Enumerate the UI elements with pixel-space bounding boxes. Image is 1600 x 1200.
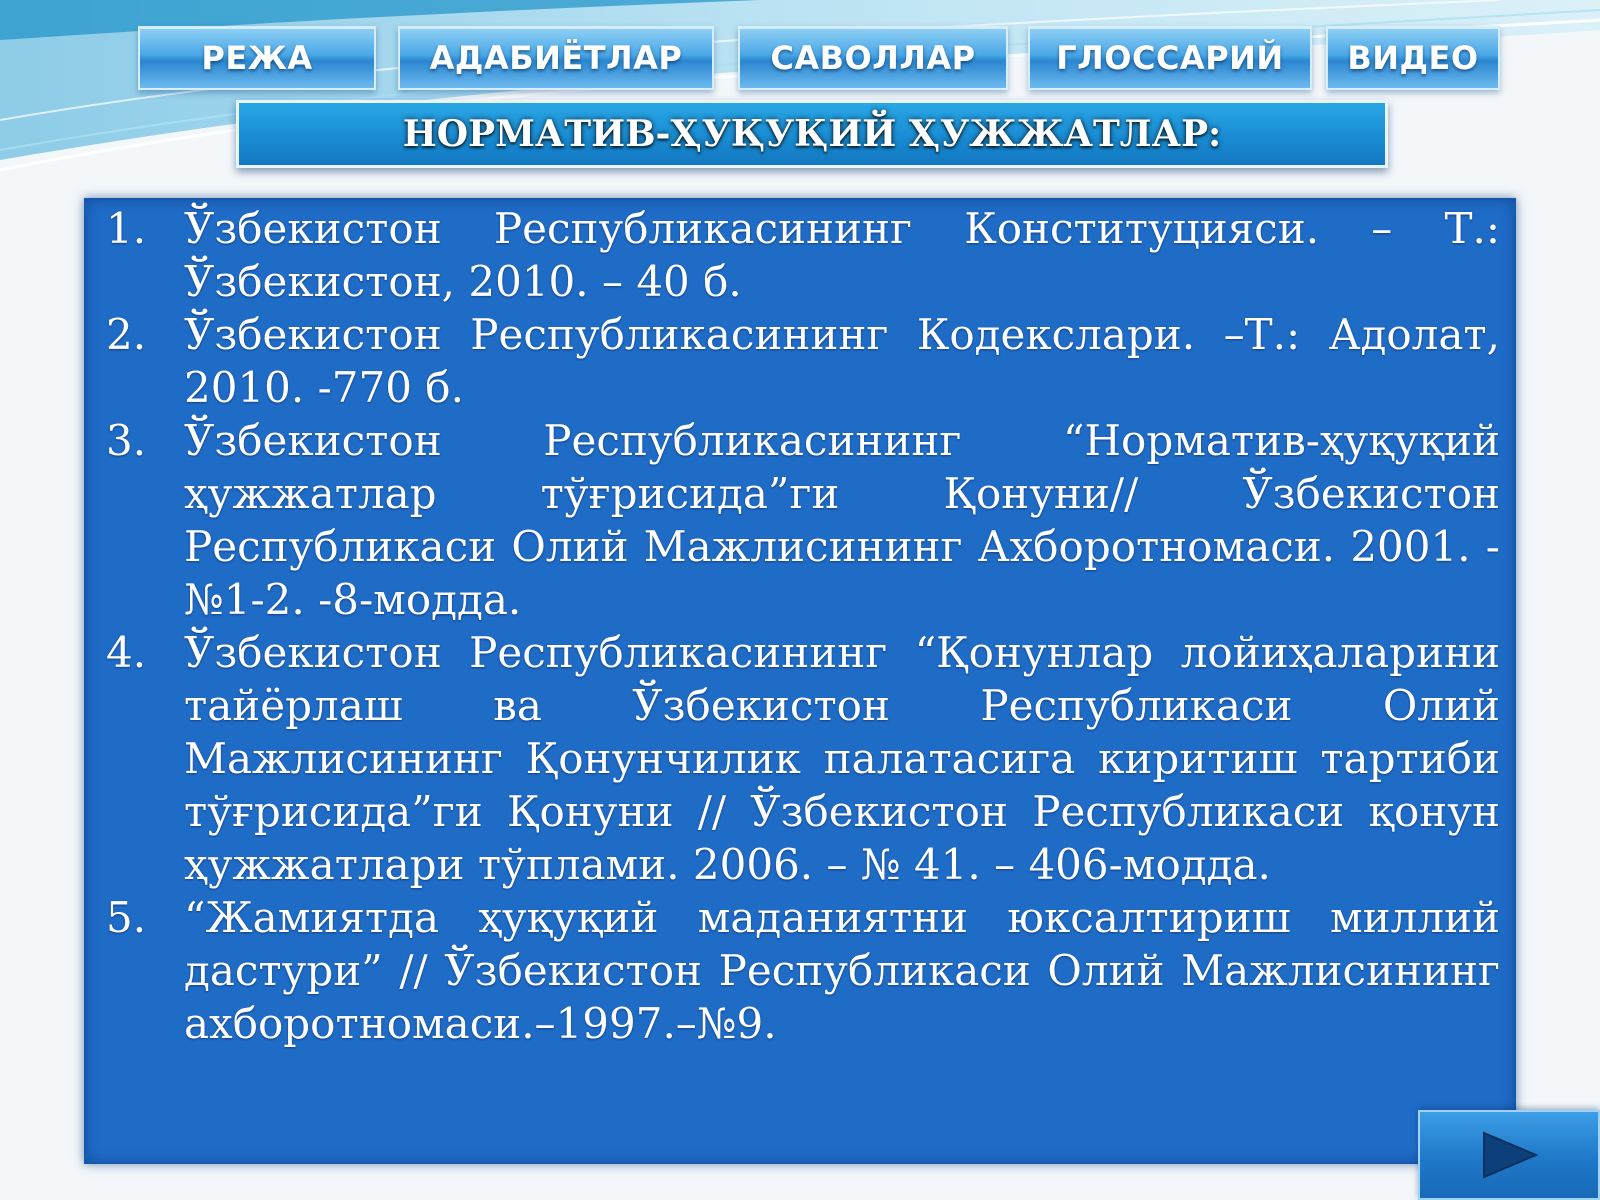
- item-text: Ўзбекистон Республикасининг “Норматив-ҳуқуқий ҳужжатлар тўғрисида”ги Қонуни// Ўзбекистон Республикаси Олий Мажлисининг Ахборотномаси. 2001. -№1-2. -8-модда.: [184, 416, 1500, 624]
- list-item: [106, 891, 1500, 1050]
- item-number: 1.: [106, 204, 147, 253]
- item-number: 5.: [106, 893, 147, 942]
- next-slide-button[interactable]: [1418, 1110, 1600, 1200]
- page-title: НОРМАТИВ-ҲУҚУҚИЙ ҲУЖЖАТЛАР:: [236, 100, 1388, 168]
- nav-button-glossariy[interactable]: ГЛОССАРИЙ: [1028, 26, 1312, 90]
- item-text: “Жамиятда ҳуқуқий маданиятни юксалтириш миллий дастури” // Ўзбекистон Республикаси Олий Мажлисининг ахборотномаси.–1997.–№9.: [184, 893, 1500, 1048]
- item-number: 3.: [106, 416, 147, 465]
- play-icon: [1474, 1125, 1544, 1185]
- item-text: Ўзбекистон Республикасининг Кодекслари. –Т.: Адолат, 2010. -770 б.: [184, 310, 1500, 412]
- list-item: [106, 308, 1500, 414]
- nav-button-adabiyotlar[interactable]: АДАБИЁТЛАР: [398, 26, 714, 90]
- item-text: Ўзбекистон Республикасининг Конституцияси. – Т.: Ўзбекистон, 2010. – 40 б.: [184, 204, 1500, 306]
- nav-button-reja[interactable]: РЕЖА: [138, 26, 376, 90]
- nav-button-savollar[interactable]: САВОЛЛАР: [738, 26, 1008, 90]
- item-text: Ўзбекистон Республикасининг “Қонунлар лойиҳаларини тайёрлаш ва Ўзбекистон Республикаси Олий Мажлисининг Қонунчилик палатасига киритиш тартиби тўғрисида”ги Қонуни // Ўзбекистон Республикаси қонун ҳужжатлари тўплами. 2006. – № 41. – 406-модда.: [184, 628, 1500, 889]
- content-panel: [84, 198, 1516, 1164]
- list-item: [106, 626, 1500, 891]
- nav-button-video[interactable]: ВИДЕО: [1326, 26, 1500, 90]
- documents-list: [106, 202, 1500, 1050]
- list-item: [106, 414, 1500, 626]
- item-number: 4.: [106, 628, 147, 677]
- item-number: 2.: [106, 310, 147, 359]
- list-item: [106, 202, 1500, 308]
